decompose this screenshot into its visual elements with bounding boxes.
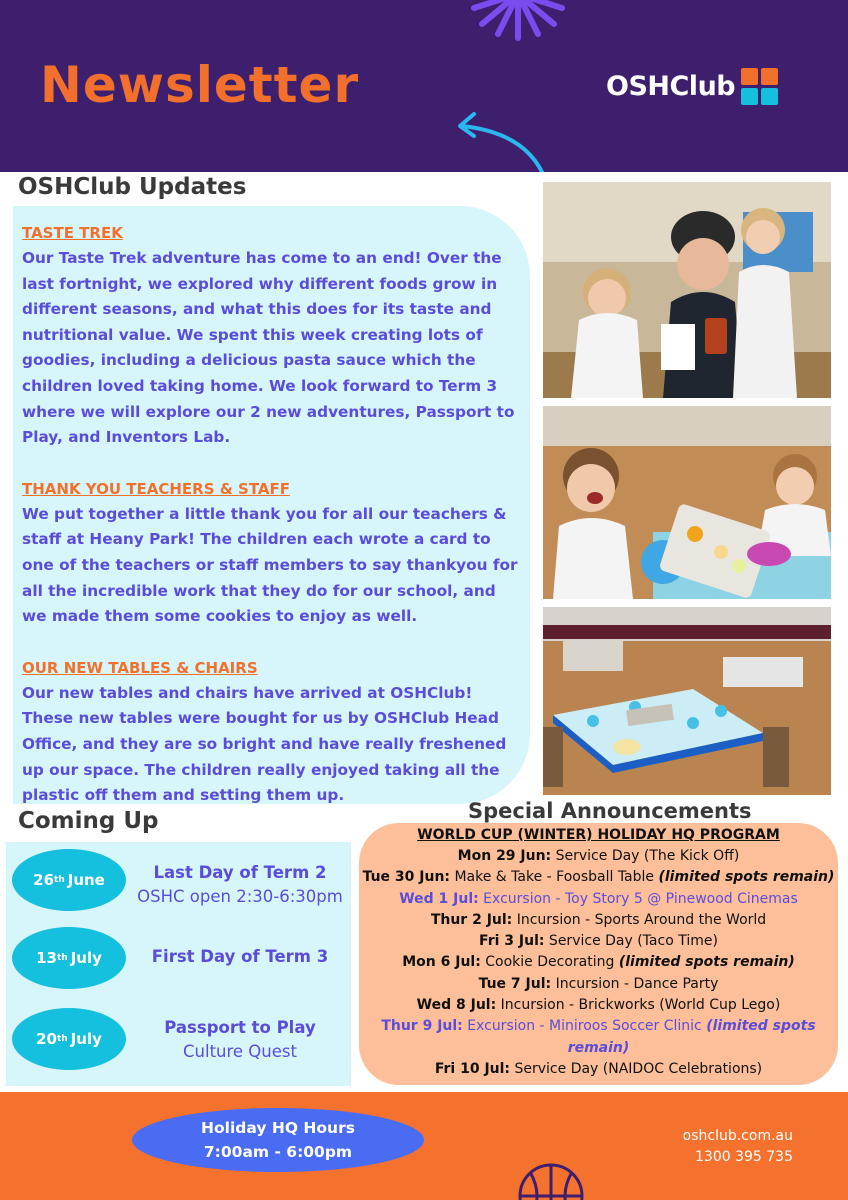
phone-number: 1300 395 735 <box>695 1149 793 1165</box>
photo-thank-you <box>543 406 831 599</box>
program-activity: Incursion - Sports Around the World <box>512 911 767 928</box>
program-activity: Incursion - Dance Party <box>551 975 719 992</box>
program-day: Thur 2 Jul: <box>430 911 513 928</box>
basketball-icon <box>518 1160 584 1200</box>
event-description <box>130 945 350 969</box>
program-day: Fri 3 Jul: <box>479 933 545 950</box>
program-line <box>359 1016 838 1059</box>
program-line <box>359 910 838 931</box>
program-day: Tue 7 Jul: <box>478 975 552 992</box>
event-title: First Day of Term 3 <box>151 947 329 966</box>
hours-value: 7:00am - 6:00pm <box>203 1143 353 1161</box>
sunburst-decoration <box>468 0 568 46</box>
program-note: (limited spots remain) <box>567 1018 816 1056</box>
program-activity: Service Day (Taco Time) <box>544 933 718 950</box>
logo-mark-icon <box>741 68 778 105</box>
hours-title: Holiday HQ Hours <box>201 1119 355 1137</box>
program-line <box>359 889 838 910</box>
program-activity: Service Day (The Kick Off) <box>551 848 740 864</box>
program-line <box>359 952 838 973</box>
holiday-hours-badge <box>132 1108 424 1172</box>
coming-up-panel <box>6 842 351 1086</box>
program-activity: Cookie Decorating <box>480 954 619 971</box>
program-day: Mon 29 Jun: <box>457 848 552 864</box>
contact-info <box>660 1126 793 1168</box>
event-title: Last Day of Term 2 <box>153 863 327 882</box>
program-day: Wed 1 Jul: <box>399 890 479 907</box>
website-link[interactable]: oshclub.com.au <box>682 1128 793 1144</box>
update-taste-trek <box>22 220 522 451</box>
announcements-heading: Special Announcements <box>468 799 752 823</box>
update-body: We put together a little thank you for all our teachers & staff at Heany Park! The children each wrote a card to one of the teachers or staff members to say thankyou for all the incredible work that they do for our school, and we made them some cookies to enjoy as well. <box>22 504 518 626</box>
event-date-badge: 13 th July <box>12 927 126 989</box>
event-description <box>130 861 350 909</box>
program-note: (limited spots remain) <box>618 954 795 971</box>
update-tables-chairs <box>22 655 522 809</box>
program-activity: Excursion - Toy Story 5 @ Pinewood Cinemas <box>478 890 798 907</box>
program-day: Tue 30 Jun: <box>362 869 451 886</box>
event-row <box>6 927 351 991</box>
program-title: WORLD CUP (WINTER) HOLIDAY HQ PROGRAM <box>417 827 780 843</box>
updates-heading: OSHClub Updates <box>18 174 247 200</box>
curved-arrow-icon <box>450 104 550 172</box>
announcements-panel <box>359 823 838 1085</box>
program-list <box>359 846 838 1080</box>
event-title: Passport to Play <box>164 1018 316 1037</box>
photo-new-tables <box>543 607 831 795</box>
event-description <box>130 1016 350 1064</box>
program-day: Thur 9 Jul: <box>381 1018 463 1035</box>
update-body: Our Taste Trek adventure has come to an end! Over the last fortnight, we explored why different foods grow in different seasons, and what this does for its taste and nutritional value. We spent this week creating lots of goodies, including a delicious pasta sauce which the children loved taking home. We look forward to Term 3 where we will explore our 2 new adventures, Passport to Play, and Inventors Lab. <box>22 249 515 447</box>
program-line <box>359 1059 838 1080</box>
photo-taste-trek <box>543 182 831 398</box>
event-date-badge: 26 th June <box>12 849 126 911</box>
program-line <box>359 931 838 952</box>
program-line <box>359 846 838 867</box>
update-title: OUR NEW TABLES & CHAIRS <box>22 658 258 677</box>
update-body: Our new tables and chairs have arrived at OSHClub! These new tables were bought for us by OSHClub Head Office, and they are so bright and have really freshened up our space. The children really enjoyed taking all the plastic off them and setting them up. <box>22 683 507 805</box>
update-title: THANK YOU TEACHERS & STAFF <box>22 479 291 498</box>
update-thank-you <box>22 476 522 630</box>
oshclub-logo <box>606 68 778 105</box>
program-note: (limited spots remain) <box>658 869 835 886</box>
header-banner <box>0 0 848 172</box>
program-line <box>359 867 838 888</box>
footer-banner <box>0 1092 848 1200</box>
updates-panel <box>13 206 530 804</box>
program-line <box>359 974 838 995</box>
logo-text: OSHClub <box>606 71 736 102</box>
program-activity: Incursion - Brickworks (World Cup Lego) <box>496 997 781 1014</box>
program-activity: Excursion - Miniroos Soccer Clinic <box>462 1018 707 1035</box>
program-line <box>359 995 838 1016</box>
program-activity: Service Day (NAIDOC Celebrations) <box>510 1060 763 1077</box>
event-row <box>6 849 351 913</box>
program-day: Wed 8 Jul: <box>416 997 497 1014</box>
event-detail: Culture Quest <box>183 1042 297 1061</box>
update-title: TASTE TREK <box>22 224 123 242</box>
program-day: Fri 10 Jul: <box>434 1060 511 1077</box>
program-activity: Make & Take - Foosball Table <box>450 869 659 886</box>
program-day: Mon 6 Jul: <box>402 954 481 971</box>
event-date-badge: 20 th July <box>12 1008 126 1070</box>
newsletter-title: Newsletter <box>40 56 360 114</box>
event-detail: OSHC open 2:30-6:30pm <box>137 887 343 906</box>
coming-up-heading: Coming Up <box>18 808 159 834</box>
event-row <box>6 1008 351 1072</box>
